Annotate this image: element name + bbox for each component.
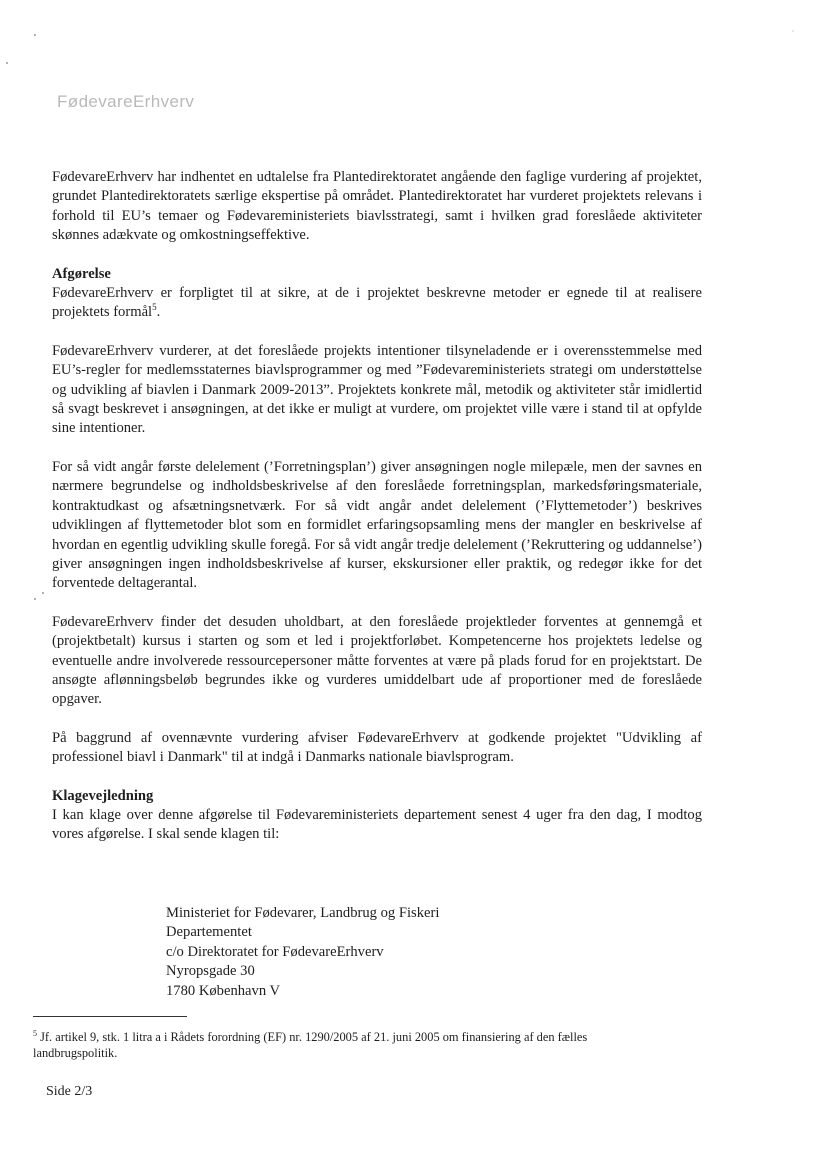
scan-speck <box>42 592 44 594</box>
decision-paragraph <box>52 284 702 323</box>
scan-speck <box>34 598 36 600</box>
footnote <box>33 1026 673 1061</box>
address-line: 1780 København V <box>166 982 281 999</box>
appeal-paragraph: I kan klage over denne afgørelse til Fødevareministeriets departement senest 4 uger fra den dag, I modtog vores afgørelse. I skal sende klagen til: <box>52 806 702 843</box>
address-line: c/o Direktoratet for FødevareErhverv <box>166 943 384 960</box>
footnote-reference: 5 <box>152 302 157 313</box>
letter-body <box>52 168 702 845</box>
scan-speck <box>6 62 8 64</box>
decision-text: FødevareErhverv er forpligtet til at sikre, at de i projektet beskrevne metoder er egnede til at realisere projektets formål <box>52 285 702 321</box>
appeal-heading: Klagevejledning <box>52 787 154 804</box>
cost-paragraph: FødevareErhverv finder det desuden uholdbart, at den foreslåede projektleder forventes at gennemgå et (projektbetalt) kursus i starten og som et led i projektforløbet. Kompetencerne hos projektets ledelse og eventuelle andre involverede ressourcepersoner måtte forventes at være på plads forud for en projektstart. De ansøgte aflønningsbeløb begrundes ikke og vurderes umiddelbart ude af proportioner med de foreslåede opgaver. <box>52 613 702 708</box>
scan-speck <box>34 34 36 36</box>
recipient-address <box>166 904 439 1001</box>
scan-speck <box>792 30 794 32</box>
decision-text-end: . <box>156 304 161 321</box>
address-line: Departementet <box>166 924 252 941</box>
intro-paragraph: FødevareErhverv har indhentet en udtalelse fra Plantedirektoratet angående den faglige vurdering af projektet, grundet Plantedirektoratets særlige ekspertise på området. Plantedirektoratet har vurderet projektets relevans i forhold til EU’s temaer og Fødevareministeriets biavlsstrategi, samt i hvilken grad foreslåede aktiviteter skønnes adækvate og omkostningseffektive. <box>52 169 702 244</box>
address-line: Nyropsgade 30 <box>166 963 255 980</box>
page-number: Side 2/3 <box>46 1084 93 1099</box>
decision-heading: Afgørelse <box>52 265 111 282</box>
address-line: Ministeriet for Fødevarer, Landbrug og Fiskeri <box>166 905 440 921</box>
footnote-number: 5 <box>33 1029 37 1038</box>
footnote-text: Jf. artikel 9, stk. 1 litra a i Rådets forordning (EF) nr. 1290/2005 af 21. juni 2005 om finansiering af den fælles landbrugspolitik. <box>33 1030 588 1061</box>
elements-paragraph: For så vidt angår første delelement (’Forretningsplan’) giver ansøgningen nogle milepæle, men der savnes en nærmere begrundelse og indholdsbeskrivelse af den foreslåede forretningsplan, markedsføringsmateriale, kontraktudkast og afsætningsnetværk. For så vidt angår andet delelement (’Flyttemetoder’) beskrives udviklingen af flyttemetoder blot som en formidlet erfaringsopsamling mens der mangler en beskrivelse af hvordan en egentlig udvikling skulle foregå. For så vidt angår tredje delelement (’Rekruttering og uddannelse’) giver ansøgningen ingen indholdsbeskrivelse af kurser, ekskursioner eller praktik, og redegør ikke for det forventede deltagerantal. <box>52 458 702 592</box>
footnote-divider <box>33 1016 187 1017</box>
assessment-paragraph: FødevareErhverv vurderer, at det foreslåede projekts intentioner tilsyneladende er i overensstemmelse med EU’s-regler for medlemsstaternes biavlsprogrammer og med ”Fødevareministeriets strategi om understøttelse og udvikling af biavlen i Danmark 2009-2013”. Projektets konkrete mål, metodik og aktiviteter står imidlertid så svagt beskrevet i ansøgningen, at det ikke er muligt at vurdere, om projektet ville være i stand til at opfylde sine intentioner. <box>52 342 702 437</box>
letterhead-logo: FødevareErhverv <box>57 92 195 111</box>
conclusion-paragraph: På baggrund af ovennævnte vurdering afviser FødevareErhverv at godkende projektet "Udvikling af professionel biavl i Danmark" til at indgå i Danmarks nationale biavlsprogram. <box>52 729 702 766</box>
